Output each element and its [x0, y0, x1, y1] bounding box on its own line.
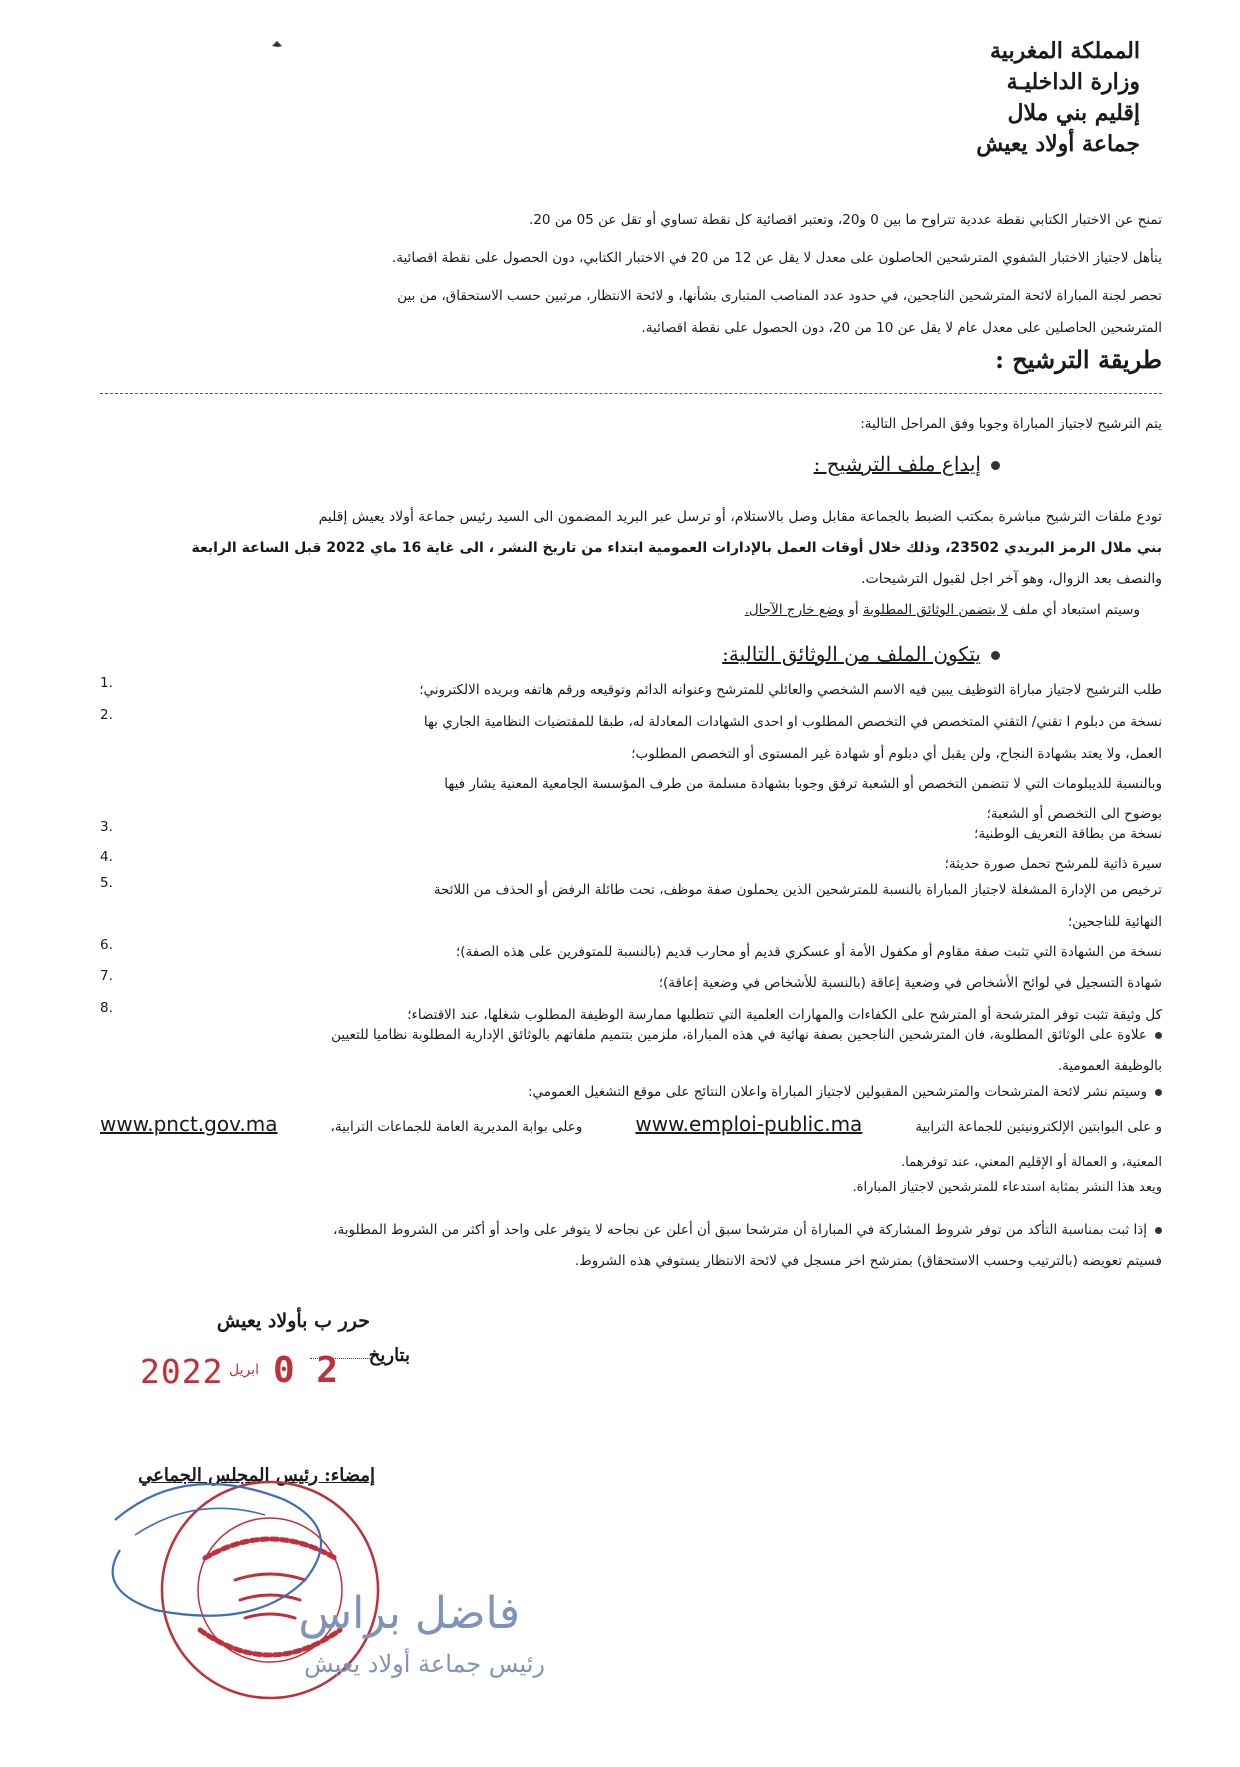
exclusion-missing-docs: لا يتضمن الوثائق المطلوبة	[862, 602, 1009, 618]
list-item-number: 6.	[100, 937, 113, 953]
documents-heading-text: يتكون الملف من الوثائق التالية:	[722, 642, 981, 666]
list-item-text: النهائية للناجحين؛	[1067, 914, 1162, 930]
method-intro	[860, 414, 1162, 434]
bullet-icon	[1155, 1089, 1162, 1096]
list-item-number: 8.	[100, 1000, 113, 1016]
list-item-number: 3.	[100, 819, 113, 835]
list-item-text: سيرة ذاتية للمرشح تحمل صورة حديثة؛	[944, 856, 1162, 872]
exam-text-3a: تحصر لجنة المباراة لائحة المترشحين الناجحين، في حدود عدد المناصب المتبارى بشأنها، و لائحة الانتظار، مرتبين حسب الاستحقاق، من بين	[397, 288, 1162, 304]
stamp-month: ابريل	[229, 1362, 260, 1378]
date-label: بتاريخ	[368, 1345, 410, 1366]
list-item	[100, 675, 1162, 706]
list-item	[100, 937, 1162, 968]
signer-name: فاضل براس	[298, 1588, 520, 1639]
deposit-line-1: تودع ملفات الترشيح مباشرة بمكتب الضبط بالجماعة مقابل وصل بالاستلام، أو ترسل عبر البريد المضمون الى السيد رئيس جماعة أولاد يعيش إقليم	[318, 509, 1162, 525]
exam-paragraph-3b	[641, 318, 1162, 338]
list-item-number: 2.	[100, 707, 113, 723]
note-1-line-b: بالوظيفة العمومية.	[1057, 1058, 1162, 1074]
date-stamp	[140, 1350, 339, 1392]
exam-text-3b: المترشحين الحاصلين على معدل عام لا يقل عن 10 من 20، دون الحصول على نقطة اقصائية.	[641, 320, 1162, 336]
note-2-links	[100, 1112, 1162, 1136]
deposit-heading	[814, 452, 1000, 476]
list-item-number: 4.	[100, 849, 113, 865]
documents-heading	[722, 642, 1000, 666]
signature-label: إمضاء: رئيس المجلس الجماعي	[138, 1465, 375, 1486]
list-item-number: 5.	[100, 875, 113, 891]
divider	[100, 393, 1162, 394]
list-item-text: نسخة من دبلوم ا تقني/ التقني المتخصص في التخصص المطلوب او احدى الشهادات المعادلة له، طبقا للمقتضيات النظامية الجاري بها	[423, 714, 1162, 730]
list-item	[100, 707, 1162, 738]
list-item	[100, 875, 1162, 906]
letterhead-commune: جماعة أولاد يعيش	[976, 131, 1140, 157]
list-item-text: كل وثيقة تثبت توفر المترشحة أو المترشح على الكفاءات والمهارات العلمية التي تتطلبها ممارسة الوظيفة المطلوب شغلها، عند الاقتضاء؛	[407, 1007, 1162, 1023]
exclusion-or: أو	[848, 602, 859, 618]
issued-place: حرر ب بأولاد يعيش	[216, 1310, 370, 1332]
official-seal-icon	[95, 1440, 385, 1730]
note-3-line-b: فسيتم تعويضه (بالترتيب وحسب الاستحقاق) بمترشح اخر مسجل في لائحة الانتظار يستوفي هذه الشروط.	[574, 1253, 1162, 1269]
exam-paragraph-3	[100, 286, 1162, 306]
stamp-day: 2 0	[273, 1350, 339, 1391]
documents-list	[100, 675, 1162, 1023]
list-item-text: بوضوح الى التخصص أو الشعبة؛	[986, 806, 1162, 822]
bullet-icon	[991, 651, 1000, 660]
exclusion-late: وضع خارج الآجال.	[744, 602, 845, 618]
ink-mark-icon	[270, 38, 284, 52]
list-item-text: نسخة من بطاقة التعريف الوطنية؛	[974, 826, 1162, 842]
note-2-line-c: المعنية، و العمالة أو الإقليم المعني، عند توفرهما.	[901, 1155, 1162, 1170]
note-2-mid-text: وعلى بوابة المديرية العامة للجماعات الترابية،	[330, 1119, 583, 1135]
list-item	[100, 769, 1162, 800]
bullet-icon	[1155, 1032, 1162, 1039]
note-2-tail	[853, 1150, 1162, 1200]
list-item-number	[100, 907, 140, 938]
note-2	[528, 1082, 1162, 1102]
note-2-line-a: وسيتم نشر لائحة المترشحات والمترشحين المقبولين لاجتياز المباراة واعلان النتائج على موقع التشغيل العمومي:	[527, 1084, 1147, 1100]
stamp-year: 2022	[140, 1352, 224, 1391]
bullet-icon	[991, 461, 1000, 470]
letterhead-kingdom: المملكة المغربية	[990, 38, 1140, 64]
deposit-line-3: والنصف بعد الزوال، وهو آخر اجل لقبول الترشيحات.	[861, 571, 1162, 587]
emploi-public-link[interactable]: www.emploi-public.ma	[635, 1112, 863, 1136]
note-3-line-a: إذا ثبت بمناسبة التأكد من توفر شروط المشاركة في المباراة أن مترشحا سبق أن أعلن عن نجاحه لا يتوفر على واحد أو أكثر من الشروط المطلوبة،	[333, 1222, 1147, 1238]
list-item-number	[100, 739, 140, 770]
list-item	[100, 819, 1162, 850]
list-item-text: ترخيص من الإدارة المشغلة لاجتياز المباراة بالنسبة للمترشحين الذين يحملون صفة موظف، تحت طائلة الرفض أو الحذف من اللائحة	[433, 882, 1162, 898]
list-item-text: طلب الترشيح لاجتياز مباراة التوظيف يبين فيه الاسم الشخصي والعائلي للمترشح وعنوانه الدائم وتوقيعه ورقم هاتفه وبريده الالكتروني؛	[419, 682, 1162, 698]
list-item-number: 7.	[100, 968, 113, 984]
exam-paragraph-1	[100, 210, 1162, 230]
exam-text-2: يتأهل لاجتياز الاختبار الشفوي المترشحين الحاصلون على معدل لا يقل عن 12 من 20 في الاختبار الكتابي، دون الحصول على نقطة اقصائية.	[391, 250, 1162, 266]
note-3	[100, 1215, 1162, 1277]
list-item-text: شهادة التسجيل في لوائح الأشخاص في وضعية إعاقة (بالنسبة للأشخاص في وضعية إعاقة)؛	[658, 975, 1162, 991]
note-1	[100, 1020, 1162, 1082]
list-item	[100, 907, 1162, 938]
exclusion-prefix: وسيتم استبعاد أي ملف	[1012, 602, 1140, 618]
letterhead	[976, 36, 1140, 160]
deposit-heading-text: إيداع ملف الترشيح :	[813, 452, 981, 476]
pnct-link[interactable]: www.pnct.gov.ma	[100, 1112, 278, 1136]
list-item-text: وبالنسبة للديبلومات التي لا تتضمن التخصص أو الشعبة ترفق وجوبا بشهادة مسلمة من طرف المؤسسة الجامعية المعنية يشار فيها	[444, 776, 1162, 792]
list-item	[100, 968, 1162, 999]
deposit-line-2: بني ملال الرمز البريدي 23502، وذلك خلال أوقات العمل بالإدارات العمومية ابتداء من تاريخ النشر ، الى غاية 16 ماي 2022 قبل الساعة الرابعة	[191, 540, 1162, 556]
exam-text-1: تمنح عن الاختبار الكتابي نقطة عددية تتراوح ما بين 0 و20، وتعتبر اقصائية كل نقطة تساوي أو تقل عن 05 من 20.	[529, 212, 1162, 228]
deposit-exclusion	[745, 600, 1140, 620]
list-item-number	[100, 769, 140, 800]
method-heading: طريقة الترشيح :	[995, 345, 1162, 374]
note-1-line-a: علاوة على الوثائق المطلوبة، فان المترشحين الناجحين بصفة نهائية في هذه المباراة، ملزمين بتتميم ملفاتهم بالوثائق الإدارية المطلوبة نظاميا للتعيين	[331, 1027, 1147, 1043]
exam-paragraph-2	[100, 248, 1162, 268]
list-item	[100, 739, 1162, 770]
list-item-text: العمل، ولا يعتد بشهادة النجاح، ولن يقبل أي دبلوم أو شهادة غير المستوى أو التخصص المطلوب؛	[631, 746, 1162, 762]
method-intro-text: يتم الترشيح لاجتياز المباراة وجوبا وفق المراحل التالية:	[860, 416, 1162, 432]
list-item-number: 1.	[100, 675, 113, 691]
signer-title: رئيس جماعة أولاد يعيش	[304, 1650, 545, 1678]
note-2-portals-text: و على البوابتين الإلكترونيتين للجماعة الترابية	[915, 1119, 1162, 1135]
letterhead-ministry: وزارة الداخليـة	[1006, 69, 1140, 95]
letterhead-province: إقليم بني ملال	[1007, 100, 1140, 126]
deposit-body	[100, 502, 1162, 595]
list-item-text: نسخة من الشهادة التي تثبت صفة مقاوم أو مكفول الأمة أو عسكري قديم أو محارب قديم (بالنسبة للمتوفرين على هذه الصفة)؛	[455, 944, 1162, 960]
note-2-line-d: ويعد هذا النشر بمثابة استدعاء للمترشحين لاجتياز المباراة.	[852, 1180, 1162, 1195]
bullet-icon	[1155, 1227, 1162, 1234]
